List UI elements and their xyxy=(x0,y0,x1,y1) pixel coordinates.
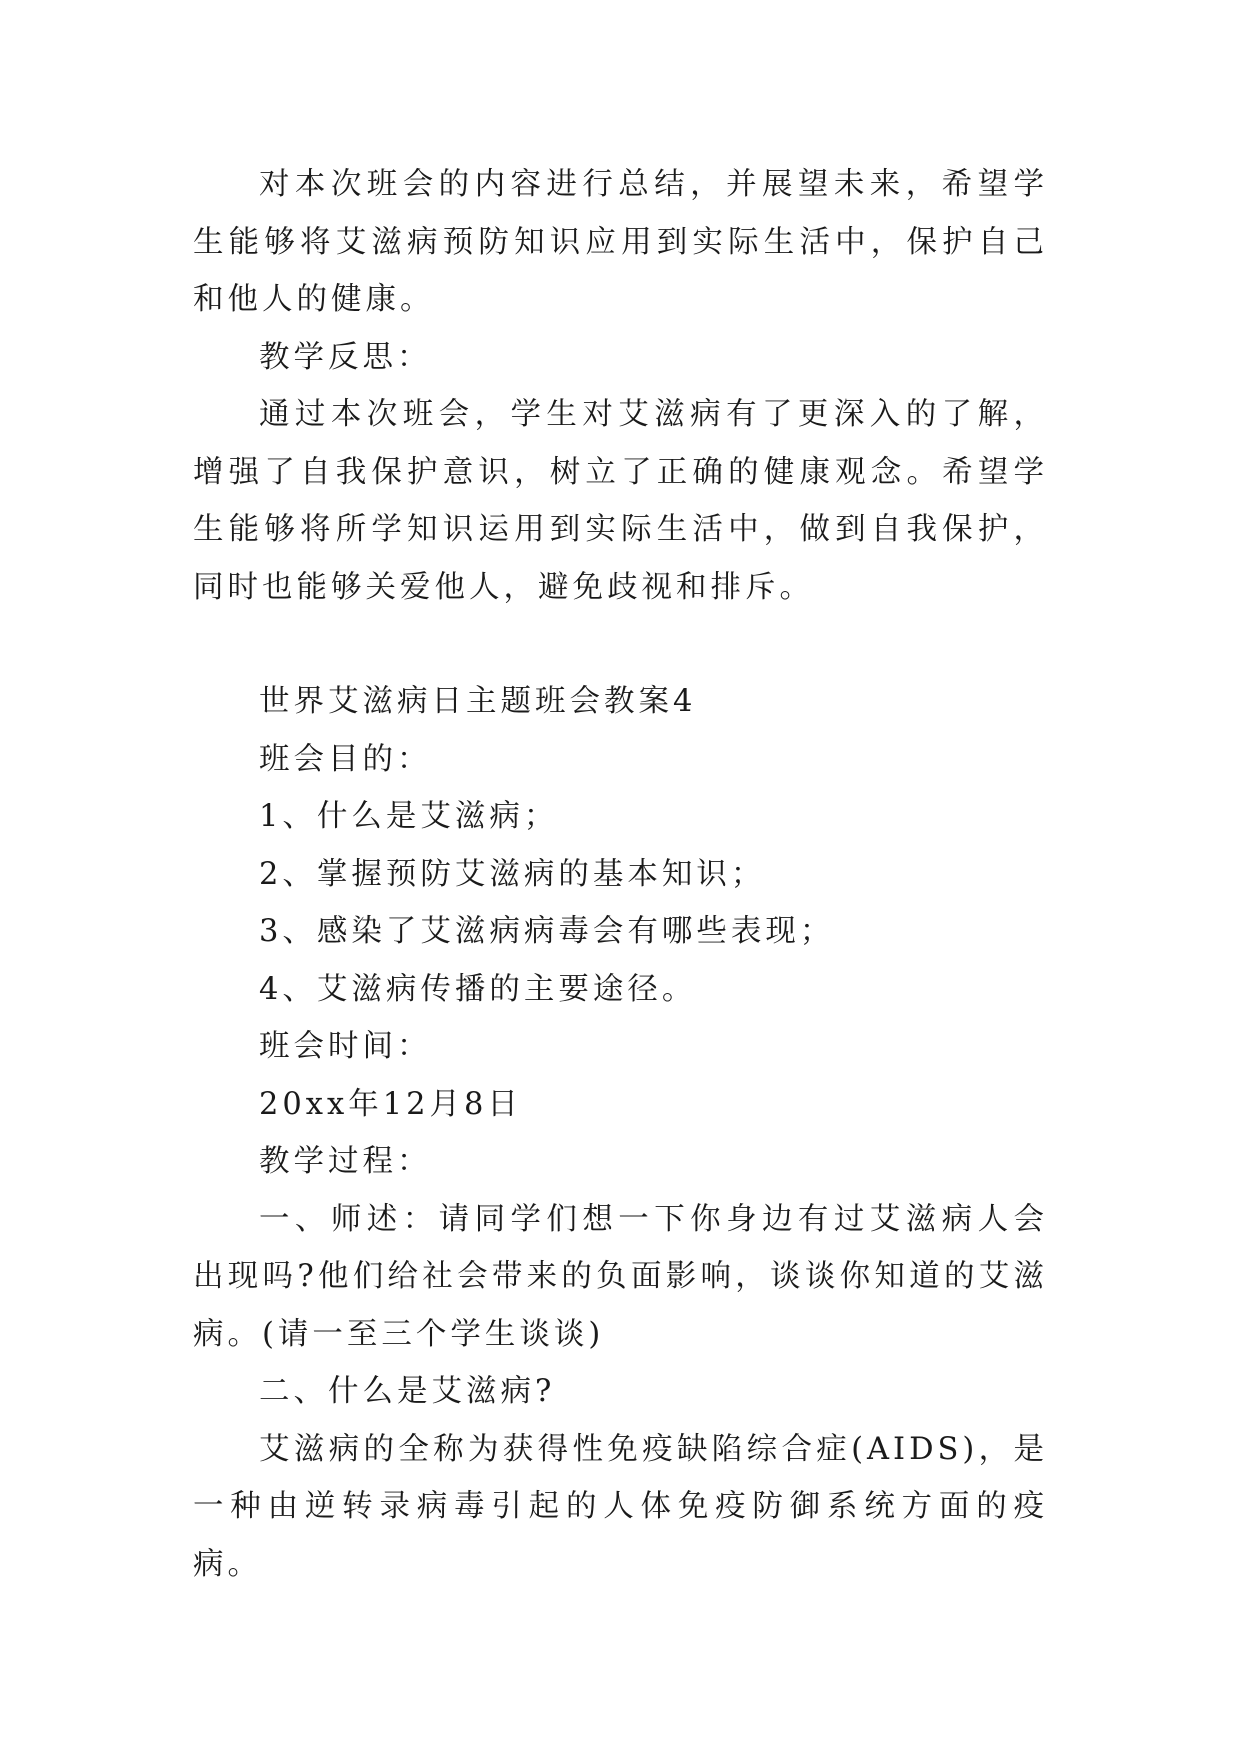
objective-item-2: 2、掌握预防艾滋病的基本知识； xyxy=(259,856,766,892)
document-body xyxy=(193,156,1048,1593)
process-heading: 教学过程： xyxy=(259,1144,432,1179)
aids-definition-paragraph: 艾滋病的全称为获得性免疫缺陷综合症(AIDS)，是一种由逆转录病毒引起的人体免疫防御系统方面的疫病。 xyxy=(193,1431,1048,1582)
section-gap xyxy=(193,616,1048,673)
section-title: 世界艾滋病日主题班会教案4 xyxy=(259,684,697,719)
objectives-heading: 班会目的： xyxy=(259,741,432,777)
objective-item-3: 3、感染了艾滋病病毒会有哪些表现； xyxy=(259,914,835,949)
process-step-1: 一、师述：请同学们想一下你身边有过艾滋病人会出现吗?他们给社会带来的负面影响，谈谈你知道的艾滋病。(请一至三个学生谈谈) xyxy=(193,1201,1048,1352)
objective-item-1: 1、什么是艾滋病； xyxy=(259,799,559,834)
objective-item-4: 4、艾滋病传播的主要途径。 xyxy=(259,971,697,1007)
reflection-heading: 教学反思： xyxy=(259,339,432,375)
summary-paragraph: 对本次班会的内容进行总结，并展望未来，希望学生能够将艾滋病预防知识应用到实际生活中，保护自己和他人的健康。 xyxy=(193,167,1048,317)
time-value: 20xx年12月8日 xyxy=(259,1086,522,1122)
reflection-paragraph: 通过本次班会，学生对艾滋病有了更深入的了解，增强了自我保护意识，树立了正确的健康观念。希望学生能够将所学知识运用到实际生活中，做到自我保护，同时也能够关爱他人，避免歧视和排斥。 xyxy=(193,397,1048,605)
process-step-2: 二、什么是艾滋病? xyxy=(259,1374,556,1409)
time-heading: 班会时间： xyxy=(259,1029,432,1064)
